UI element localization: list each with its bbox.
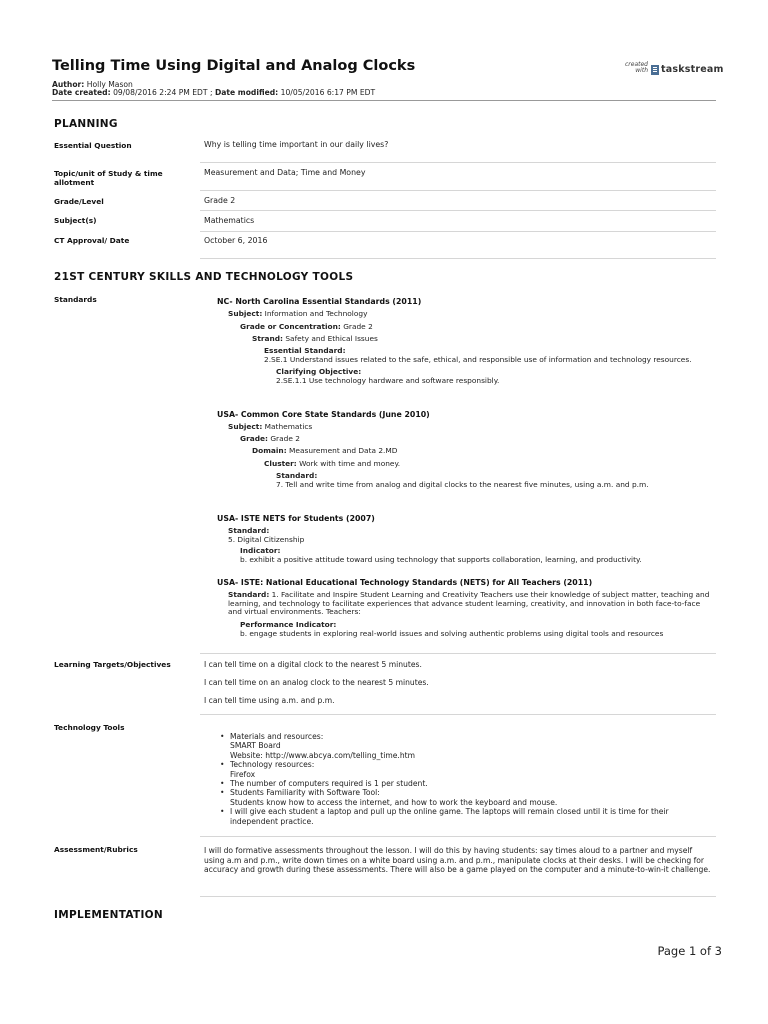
created-with-text: created with xyxy=(625,61,648,74)
tool-item-line: SMART Board xyxy=(230,741,281,751)
tool-item xyxy=(218,788,714,807)
tool-item-line: I will give each student a laptop and pull up the online game. The laptops will remain closed until it is time for their independent practice. xyxy=(230,807,669,826)
ccss-domain-label: Domain: xyxy=(252,446,287,455)
page-number: Page 1 of 3 xyxy=(657,944,722,958)
iste-students-standard-value: 5. Digital Citizenship xyxy=(228,534,305,544)
standards-label: Standards xyxy=(54,295,97,304)
taskstream-logo-icon xyxy=(651,65,659,75)
planning-value-subjects: Mathematics xyxy=(204,216,255,225)
iste-teachers-performance-label: Performance Indicator: xyxy=(240,620,337,629)
planning-value-essential-question: Why is telling time important in our daily lives? xyxy=(204,140,389,149)
author-name: Holly Mason xyxy=(86,80,133,89)
nc-strand-label: Strand: xyxy=(252,334,283,343)
date-created: 09/08/2016 2:24 PM EDT ; xyxy=(113,88,213,97)
section-heading-implementation: IMPLEMENTATION xyxy=(54,909,163,921)
nc-subject xyxy=(228,310,367,319)
row-divider xyxy=(200,190,716,191)
nc-grade xyxy=(240,323,373,332)
planning-label-topic: Topic/unit of Study & time allotment xyxy=(54,169,163,187)
nc-subject-value: Information and Technology xyxy=(264,309,368,318)
planning-label-grade: Grade/Level xyxy=(54,197,104,206)
nc-essential-value: 2.SE.1 Understand issues related to the safe, ethical, and responsible use of information and technology resources. xyxy=(264,354,692,364)
tool-item xyxy=(218,760,714,779)
ccss-subject xyxy=(228,423,312,432)
iste-teachers-performance xyxy=(240,621,714,638)
ccss-grade-label: Grade: xyxy=(240,434,268,443)
section-heading-21st-century-skills: 21ST CENTURY SKILLS AND TECHNOLOGY TOOLS xyxy=(54,271,354,283)
iste-teachers-standard xyxy=(228,591,714,617)
date-modified: 10/05/2016 6:17 PM EDT xyxy=(280,88,376,97)
tool-item-line: Technology resources: xyxy=(230,760,315,770)
standard-title-nc: NC- North Carolina Essential Standards (2011) xyxy=(217,297,422,306)
assessment-label: Assessment/Rubrics xyxy=(54,845,138,854)
learning-targets-label: Learning Targets/Objectives xyxy=(54,660,171,669)
tool-item-line: Students Familiarity with Software Tool: xyxy=(230,788,380,798)
planning-value-topic: Measurement and Data; Time and Money xyxy=(204,168,366,177)
row-divider xyxy=(200,258,716,259)
technology-tools-list xyxy=(218,732,714,826)
ccss-standard-label: Standard: xyxy=(276,471,318,480)
row-divider xyxy=(200,714,716,715)
planning-label-essential-question: Essential Question xyxy=(54,141,132,150)
iste-teachers-performance-value: b. engage students in exploring real-world issues and solving authentic problems using digital tools and resources xyxy=(240,628,664,638)
nc-subject-label: Subject: xyxy=(228,309,263,318)
nc-clarifying-value: 2.SE.1.1 Use technology hardware and software responsibly. xyxy=(276,375,500,385)
iste-students-indicator xyxy=(240,547,714,564)
ccss-standard-value: 7. Tell and write time from analog and digital clocks to the nearest five minutes, using a.m. and p.m. xyxy=(276,479,649,489)
assessment-text: I will do formative assessments throughout the lesson. I will do this by having students: say times aloud to a partner and myself using a.m and p.m., write down times on a white board using a.m. and p.m., manipulate clocks at their desks. I will be checking for accuracy and growth during these assessments. There will also be a game played on the computer and a minute-to-win-it challenge. xyxy=(204,846,711,875)
learning-target-item: I can tell time on a digital clock to the nearest 5 minutes. xyxy=(204,660,422,669)
section-heading-planning: PLANNING xyxy=(54,118,118,130)
tool-item xyxy=(218,807,714,826)
ccss-domain xyxy=(252,447,397,456)
ccss-subject-value: Mathematics xyxy=(264,422,313,431)
ccss-cluster-label: Cluster: xyxy=(264,459,297,468)
planning-label-ct-approval: CT Approval/ Date xyxy=(54,236,130,245)
planning-value-grade: Grade 2 xyxy=(204,196,236,205)
learning-target-item: I can tell time using a.m. and p.m. xyxy=(204,696,335,705)
ccss-grade-value: Grade 2 xyxy=(270,434,300,443)
nc-essential-label: Essential Standard: xyxy=(264,346,346,355)
tool-item-line: Website: http://www.abcya.com/telling_time.htm xyxy=(230,750,416,760)
dates-line xyxy=(52,88,375,97)
row-divider xyxy=(200,653,716,654)
ccss-cluster xyxy=(264,460,400,469)
nc-clarifying-label: Clarifying Objective: xyxy=(276,367,362,376)
nc-essential-standard xyxy=(264,347,714,364)
ccss-domain-value: Measurement and Data 2.MD xyxy=(289,446,398,455)
iste-teachers-standard-value: 1. Facilitate and Inspire Student Learning and Creativity Teachers use their knowledge of subject matter, teaching and learning, and technology to facilitate experiences that advance student learning, creativity, and innovation in both face-to-face and virtual environments. Teachers: xyxy=(228,590,710,617)
row-divider xyxy=(200,210,716,211)
date-created-label: Date created: xyxy=(52,88,111,97)
nc-grade-label: Grade or Concentration: xyxy=(240,322,341,331)
row-divider xyxy=(200,162,716,163)
header-divider xyxy=(52,100,716,101)
document-title: Telling Time Using Digital and Analog Clocks xyxy=(52,58,416,74)
iste-students-indicator-label: Indicator: xyxy=(240,546,281,555)
planning-value-ct-approval: October 6, 2016 xyxy=(204,236,268,245)
ccss-grade xyxy=(240,435,300,444)
iste-students-standard xyxy=(228,527,714,544)
ccss-standard xyxy=(276,472,714,489)
nc-strand-value: Safety and Ethical Issues xyxy=(285,334,378,343)
ccss-subject-label: Subject: xyxy=(228,422,263,431)
ccss-cluster-value: Work with time and money. xyxy=(299,459,401,468)
tool-item xyxy=(218,732,714,760)
nc-grade-value: Grade 2 xyxy=(343,322,373,331)
taskstream-logo xyxy=(622,62,722,82)
date-modified-label: Date modified: xyxy=(214,88,279,97)
row-divider xyxy=(200,896,716,897)
author-label: Author: xyxy=(52,80,85,89)
standard-title-ccss: USA- Common Core State Standards (June 2010) xyxy=(217,410,430,419)
iste-students-indicator-value: b. exhibit a positive attitude toward using technology that supports collaboration, learning, and productivity. xyxy=(240,554,642,564)
iste-teachers-standard-label: Standard: xyxy=(228,590,270,599)
tool-item xyxy=(218,779,714,788)
tool-item-line: Materials and resources: xyxy=(230,732,324,741)
tool-item-line: Firefox xyxy=(230,769,256,779)
iste-students-standard-label: Standard: xyxy=(228,526,270,535)
standard-title-iste-students: USA- ISTE NETS for Students (2007) xyxy=(217,514,375,523)
learning-target-item: I can tell time on an analog clock to the nearest 5 minutes. xyxy=(204,678,429,687)
row-divider xyxy=(200,836,716,837)
row-divider xyxy=(200,231,716,232)
tool-item-line: The number of computers required is 1 per student. xyxy=(230,779,428,789)
nc-strand xyxy=(252,335,378,344)
standard-title-iste-teachers: USA- ISTE: National Educational Technology Standards (NETS) for All Teachers (2011) xyxy=(217,578,593,587)
technology-tools-label: Technology Tools xyxy=(54,723,125,732)
nc-clarifying-objective xyxy=(276,368,714,385)
tool-item-line: Students know how to access the internet, and how to work the keyboard and mouse. xyxy=(230,797,558,807)
logo-brand: taskstream xyxy=(661,64,724,75)
planning-label-subjects: Subject(s) xyxy=(54,216,97,225)
